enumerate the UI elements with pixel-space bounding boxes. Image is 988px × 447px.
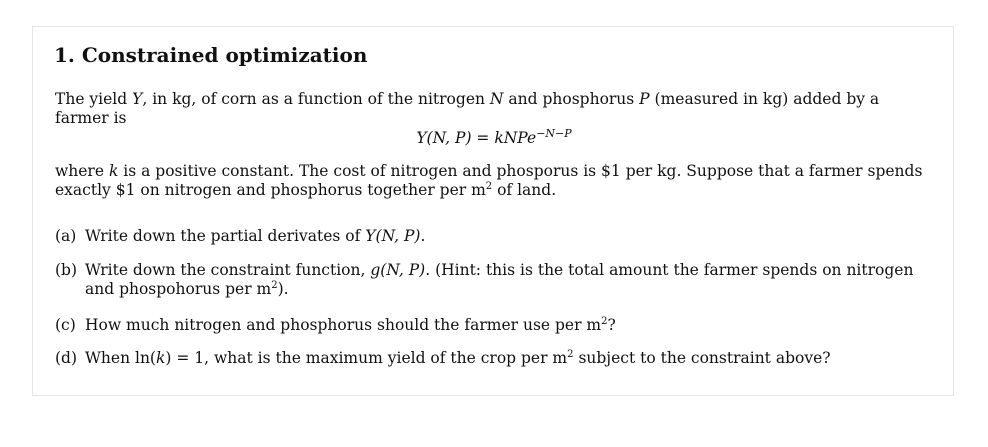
part-c-label: (c)	[55, 316, 76, 334]
squared-superscript: 2	[567, 348, 574, 360]
part-d-text: When ln(k) = 1, what is the maximum yield of the crop per $m^2$ subject to the constraint above?	[85, 348, 831, 367]
part-b-expr: g(N, P)	[370, 261, 426, 279]
part-c	[55, 316, 935, 335]
part-c-text: How much nitrogen and phosphorus should the farmer use per $m^2$?	[85, 315, 616, 334]
part-a-expr: Y(N, P)	[365, 227, 421, 245]
part-d	[55, 349, 935, 368]
var-N: N	[489, 90, 504, 108]
formula-exponent: −N−P	[536, 126, 572, 140]
part-a	[55, 227, 935, 246]
problem-card	[32, 26, 954, 396]
problem-title: 1. Constrained optimization	[54, 43, 368, 67]
formula-lhs: Y(N, P) = kNPe	[416, 129, 537, 147]
part-b-text: Write down the constraint function, g(N, P). (Hint: this is the total amount the farmer spends on nitrogen and phospohorus per $m^2$).	[85, 261, 914, 298]
var-P: P	[639, 90, 650, 108]
var-k: k	[155, 349, 166, 367]
part-d-label: (d)	[55, 349, 78, 367]
part-b	[55, 261, 935, 299]
part-a-label: (a)	[55, 227, 77, 245]
squared-superscript: 2	[601, 315, 608, 327]
squared-superscript: 2	[271, 279, 278, 291]
squared-superscript: 2	[485, 180, 493, 192]
cost-paragraph: where k is a positive constant. The cost of nitrogen and phosporus is $1 per kg. Suppose that a farmer spends exactly $1 on nitrogen and phosphorus together per $m^2$ of land.	[55, 162, 923, 199]
part-a-text: Write down the partial derivates of Y(N, P).	[85, 227, 426, 245]
var-k: k	[108, 162, 119, 180]
yield-formula	[0, 128, 988, 148]
var-Y: Y	[132, 90, 143, 108]
intro-paragraph: The yield Y, in kg, of corn as a function of the nitrogen N and phosphorus P (measured in kg) added by a farmer is	[55, 90, 880, 127]
part-b-label: (b)	[55, 261, 78, 279]
